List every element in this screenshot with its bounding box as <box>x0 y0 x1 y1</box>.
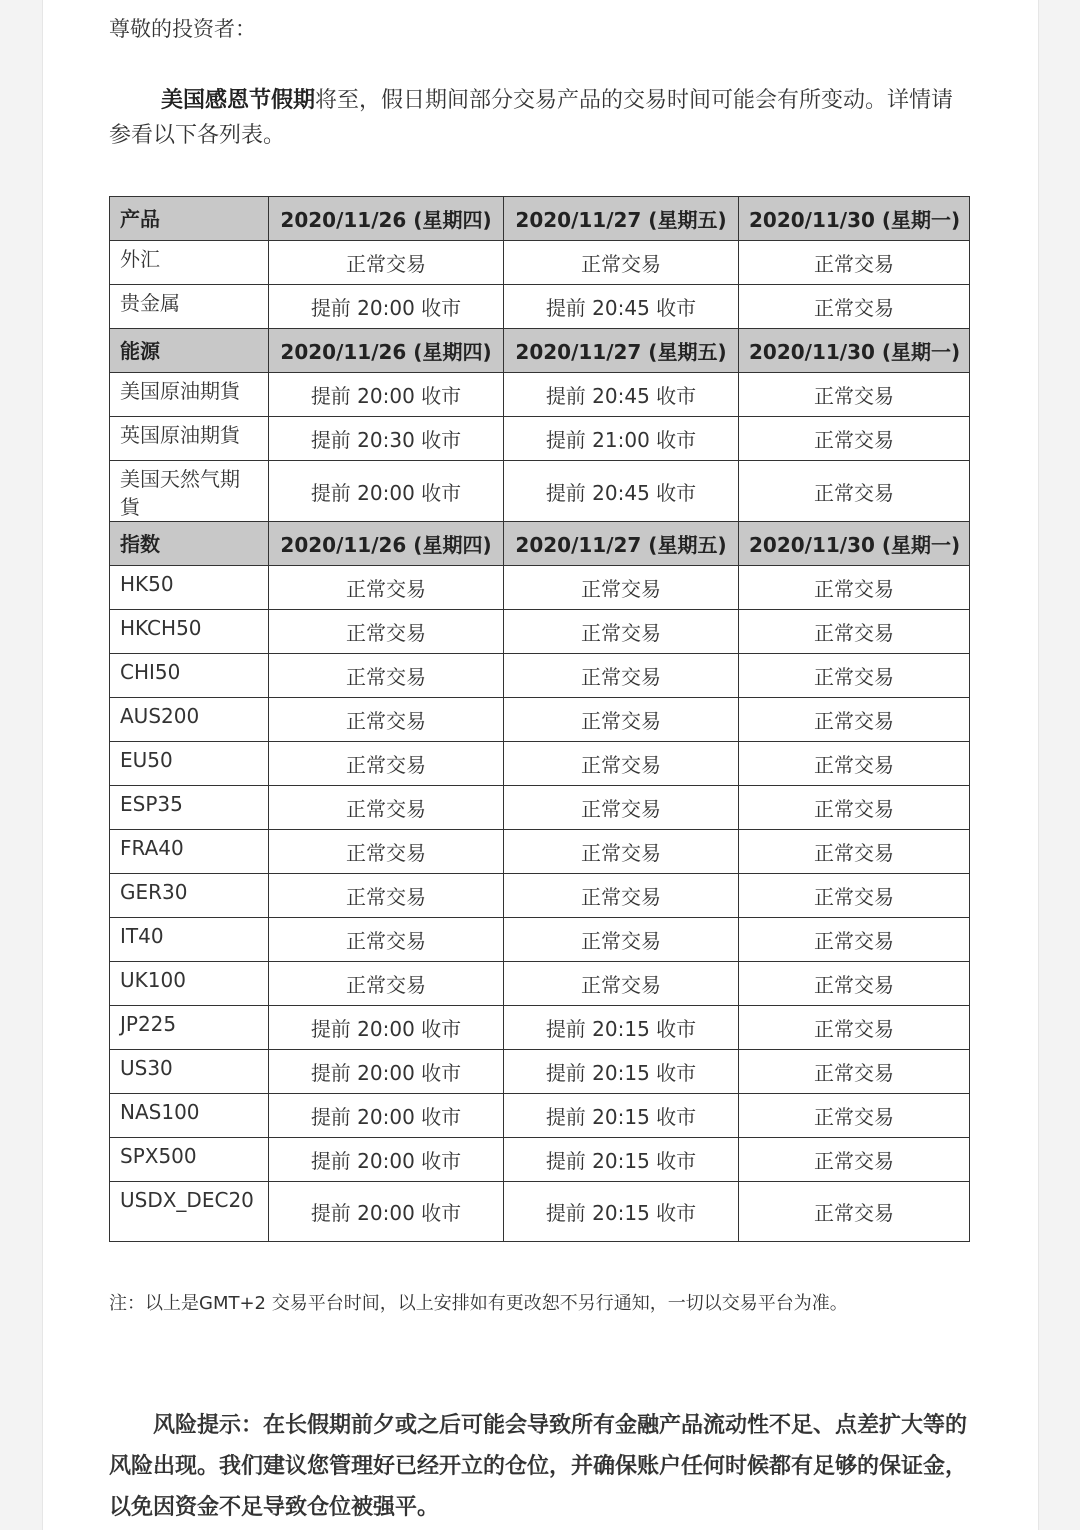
note: 注：以上是GMT+2 交易平台时间，以上安排如有更改恕不另行通知，一切以交易平台为准。 <box>109 1293 848 1314</box>
trading-status: 正常交易 <box>739 373 970 417</box>
product-name: 英国原油期貨 <box>110 417 269 461</box>
trading-status: 正常交易 <box>739 1050 970 1094</box>
trading-status: 正常交易 <box>739 566 970 610</box>
trading-status: 正常交易 <box>269 610 504 654</box>
table-row <box>110 1138 970 1182</box>
product-name: AUS200 <box>110 698 269 742</box>
product-name: 美国原油期貨 <box>110 373 269 417</box>
document-page <box>42 0 1039 1530</box>
trading-status: 提前 20:45 收市 <box>504 285 739 329</box>
product-name: JP225 <box>110 1006 269 1050</box>
intro-paragraph <box>109 83 969 153</box>
trading-status: 正常交易 <box>739 830 970 874</box>
table-row <box>110 285 970 329</box>
trading-status: 正常交易 <box>504 830 739 874</box>
product-name: HKCH50 <box>110 610 269 654</box>
trading-status: 提前 20:00 收市 <box>269 1182 504 1242</box>
product-name: SPX500 <box>110 1138 269 1182</box>
date-header: 2020/11/26 (星期四) <box>269 197 504 241</box>
greeting: 尊敬的投资者： <box>109 17 256 41</box>
trading-status: 正常交易 <box>504 698 739 742</box>
table-row <box>110 654 970 698</box>
trading-status: 正常交易 <box>739 874 970 918</box>
trading-status: 正常交易 <box>739 1094 970 1138</box>
product-name: EU50 <box>110 742 269 786</box>
trading-status: 正常交易 <box>269 830 504 874</box>
trading-status: 正常交易 <box>739 241 970 285</box>
date-header: 2020/11/27 (星期五) <box>504 522 739 566</box>
trading-status: 提前 20:45 收市 <box>504 373 739 417</box>
product-name: GER30 <box>110 874 269 918</box>
trading-status: 正常交易 <box>269 786 504 830</box>
trading-status: 正常交易 <box>504 918 739 962</box>
trading-status: 正常交易 <box>504 962 739 1006</box>
trading-status: 正常交易 <box>504 654 739 698</box>
trading-status: 正常交易 <box>739 285 970 329</box>
trading-status: 正常交易 <box>504 786 739 830</box>
product-name: 外汇 <box>110 241 269 285</box>
date-header: 2020/11/30 (星期一) <box>739 522 970 566</box>
trading-status: 正常交易 <box>739 786 970 830</box>
section-title: 指数 <box>110 522 269 566</box>
table-row <box>110 373 970 417</box>
table-row <box>110 786 970 830</box>
trading-status: 提前 20:15 收市 <box>504 1050 739 1094</box>
product-name: HK50 <box>110 566 269 610</box>
date-header: 2020/11/30 (星期一) <box>739 197 970 241</box>
product-name: ESP35 <box>110 786 269 830</box>
trading-status: 提前 21:00 收市 <box>504 417 739 461</box>
trading-status: 正常交易 <box>504 241 739 285</box>
date-header: 2020/11/27 (星期五) <box>504 329 739 373</box>
trading-status: 提前 20:00 收市 <box>269 461 504 522</box>
table-row <box>110 417 970 461</box>
date-header: 2020/11/26 (星期四) <box>269 329 504 373</box>
product-name: IT40 <box>110 918 269 962</box>
product-name: UK100 <box>110 962 269 1006</box>
schedule-table-body <box>110 197 970 1242</box>
product-name: 美国天然气期貨 <box>110 461 269 522</box>
table-row <box>110 566 970 610</box>
table-row <box>110 1006 970 1050</box>
table-row <box>110 1094 970 1138</box>
date-header: 2020/11/26 (星期四) <box>269 522 504 566</box>
trading-status: 正常交易 <box>269 566 504 610</box>
trading-status: 提前 20:30 收市 <box>269 417 504 461</box>
table-row <box>110 1182 970 1242</box>
trading-status: 正常交易 <box>739 461 970 522</box>
trading-status: 正常交易 <box>739 1138 970 1182</box>
trading-status: 正常交易 <box>739 742 970 786</box>
trading-status: 提前 20:00 收市 <box>269 1138 504 1182</box>
trading-status: 提前 20:45 收市 <box>504 461 739 522</box>
product-name: 贵金属 <box>110 285 269 329</box>
table-row <box>110 1050 970 1094</box>
trading-status: 正常交易 <box>269 742 504 786</box>
trading-status: 提前 20:00 收市 <box>269 373 504 417</box>
trading-status: 提前 20:15 收市 <box>504 1138 739 1182</box>
table-row <box>110 742 970 786</box>
table-row <box>110 918 970 962</box>
table-row <box>110 610 970 654</box>
schedule-table <box>109 196 970 1242</box>
trading-status: 提前 20:00 收市 <box>269 285 504 329</box>
risk-warning: 风险提示：在长假期前夕或之后可能会导致所有金融产品流动性不足、点差扩大等的风险出现。我们建议您管理好已经开立的仓位，并确保账户任何时候都有足够的保证金，以免因资金不足导致仓位被强平。 <box>109 1413 968 1520</box>
trading-status: 正常交易 <box>504 874 739 918</box>
trading-status: 正常交易 <box>739 962 970 1006</box>
trading-status: 正常交易 <box>504 742 739 786</box>
trading-status: 正常交易 <box>269 698 504 742</box>
product-name: FRA40 <box>110 830 269 874</box>
trading-status: 提前 20:00 收市 <box>269 1094 504 1138</box>
section-title: 能源 <box>110 329 269 373</box>
trading-status: 正常交易 <box>269 874 504 918</box>
section-header-row <box>110 197 970 241</box>
product-name: US30 <box>110 1050 269 1094</box>
trading-status: 正常交易 <box>739 1182 970 1242</box>
table-row <box>110 461 970 522</box>
trading-status: 提前 20:15 收市 <box>504 1182 739 1242</box>
trading-status: 提前 20:15 收市 <box>504 1094 739 1138</box>
table-row <box>110 241 970 285</box>
trading-status: 提前 20:00 收市 <box>269 1006 504 1050</box>
trading-status: 正常交易 <box>739 1006 970 1050</box>
trading-status: 正常交易 <box>739 698 970 742</box>
intro-text: 将至，假日期间部分交易产品的交易时间可能会有所变动。详情请参看以下各列表。 <box>109 88 954 148</box>
section-title: 产品 <box>110 197 269 241</box>
table-row <box>110 962 970 1006</box>
trading-status: 正常交易 <box>269 962 504 1006</box>
table-row <box>110 830 970 874</box>
table-row <box>110 874 970 918</box>
section-header-row <box>110 329 970 373</box>
table-row <box>110 698 970 742</box>
intro-bold: 美国感恩节假期 <box>161 88 316 113</box>
date-header: 2020/11/30 (星期一) <box>739 329 970 373</box>
trading-status: 正常交易 <box>269 654 504 698</box>
section-header-row <box>110 522 970 566</box>
trading-status: 正常交易 <box>739 610 970 654</box>
trading-status: 正常交易 <box>504 566 739 610</box>
trading-status: 提前 20:15 收市 <box>504 1006 739 1050</box>
trading-status: 正常交易 <box>739 654 970 698</box>
trading-status: 正常交易 <box>739 417 970 461</box>
product-name: CHI50 <box>110 654 269 698</box>
product-name: USDX_DEC20 <box>110 1182 269 1242</box>
trading-status: 正常交易 <box>504 610 739 654</box>
trading-status: 正常交易 <box>269 241 504 285</box>
trading-status: 提前 20:00 收市 <box>269 1050 504 1094</box>
trading-status: 正常交易 <box>739 918 970 962</box>
trading-status: 正常交易 <box>269 918 504 962</box>
date-header: 2020/11/27 (星期五) <box>504 197 739 241</box>
product-name: NAS100 <box>110 1094 269 1138</box>
